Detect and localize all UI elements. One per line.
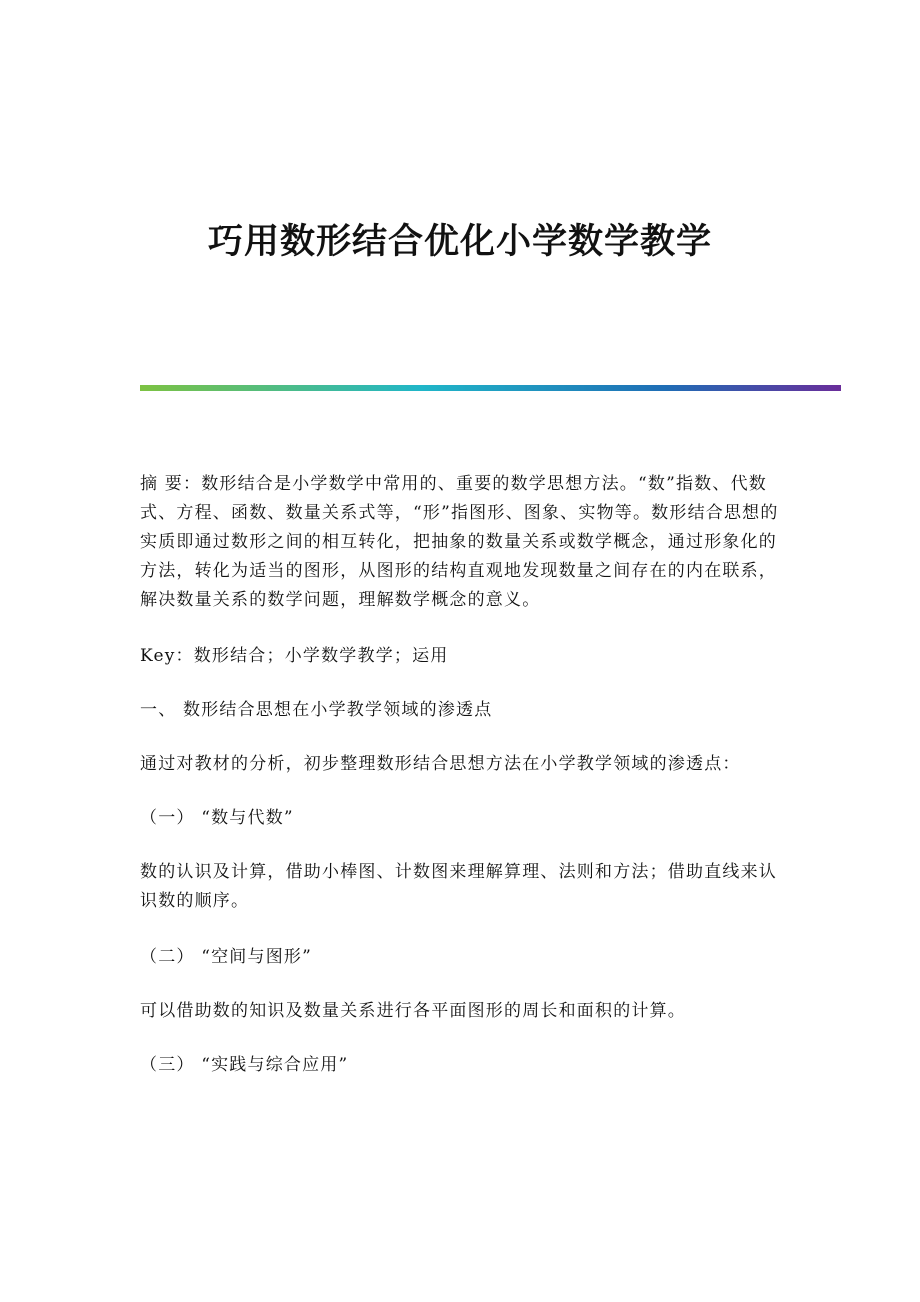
subsection-heading: （一） “数与代数” [140,808,294,828]
page-title: 巧用数形结合优化小学数学教学 [207,222,712,262]
title-divider [140,385,841,391]
section-heading: 一、 数形结合思想在小学教学领域的渗透点 [140,700,493,720]
section-intro: 通过对教材的分析，初步整理数形结合思想方法在小学教学领域的渗透点： [140,754,741,774]
subsection-body: 数的认识及计算，借助小棒图、计数图来理解算理、法则和方法；借助直线来认识数的顺序。 [140,862,777,911]
abstract-paragraph: 摘 要：数形结合是小学数学中常用的、重要的数学思想方法。“数”指数、代数式、方程、函数、数量关系式等，“形”指图形、图象、实物等。数形结合思想的实质即通过数形之间的相互转化，把抽象的数量关系或数学概念，通过形象化的方法，转化为适当的图形，从图形的结构直观地发现数量之间存在的内在联系，解决数量关系的数学问题，理解数学概念的意义。 [140,474,779,610]
subsection-heading: （二） “空间与图形” [140,947,312,967]
document-body [140,470,780,1105]
subsection-body: 可以借助数的知识及数量关系进行各平面图形的周长和面积的计算。 [140,1001,686,1021]
subsection-heading: （三） “实践与综合应用” [140,1055,349,1075]
keywords-line: Key：数形结合；小学数学教学；运用 [140,646,449,666]
